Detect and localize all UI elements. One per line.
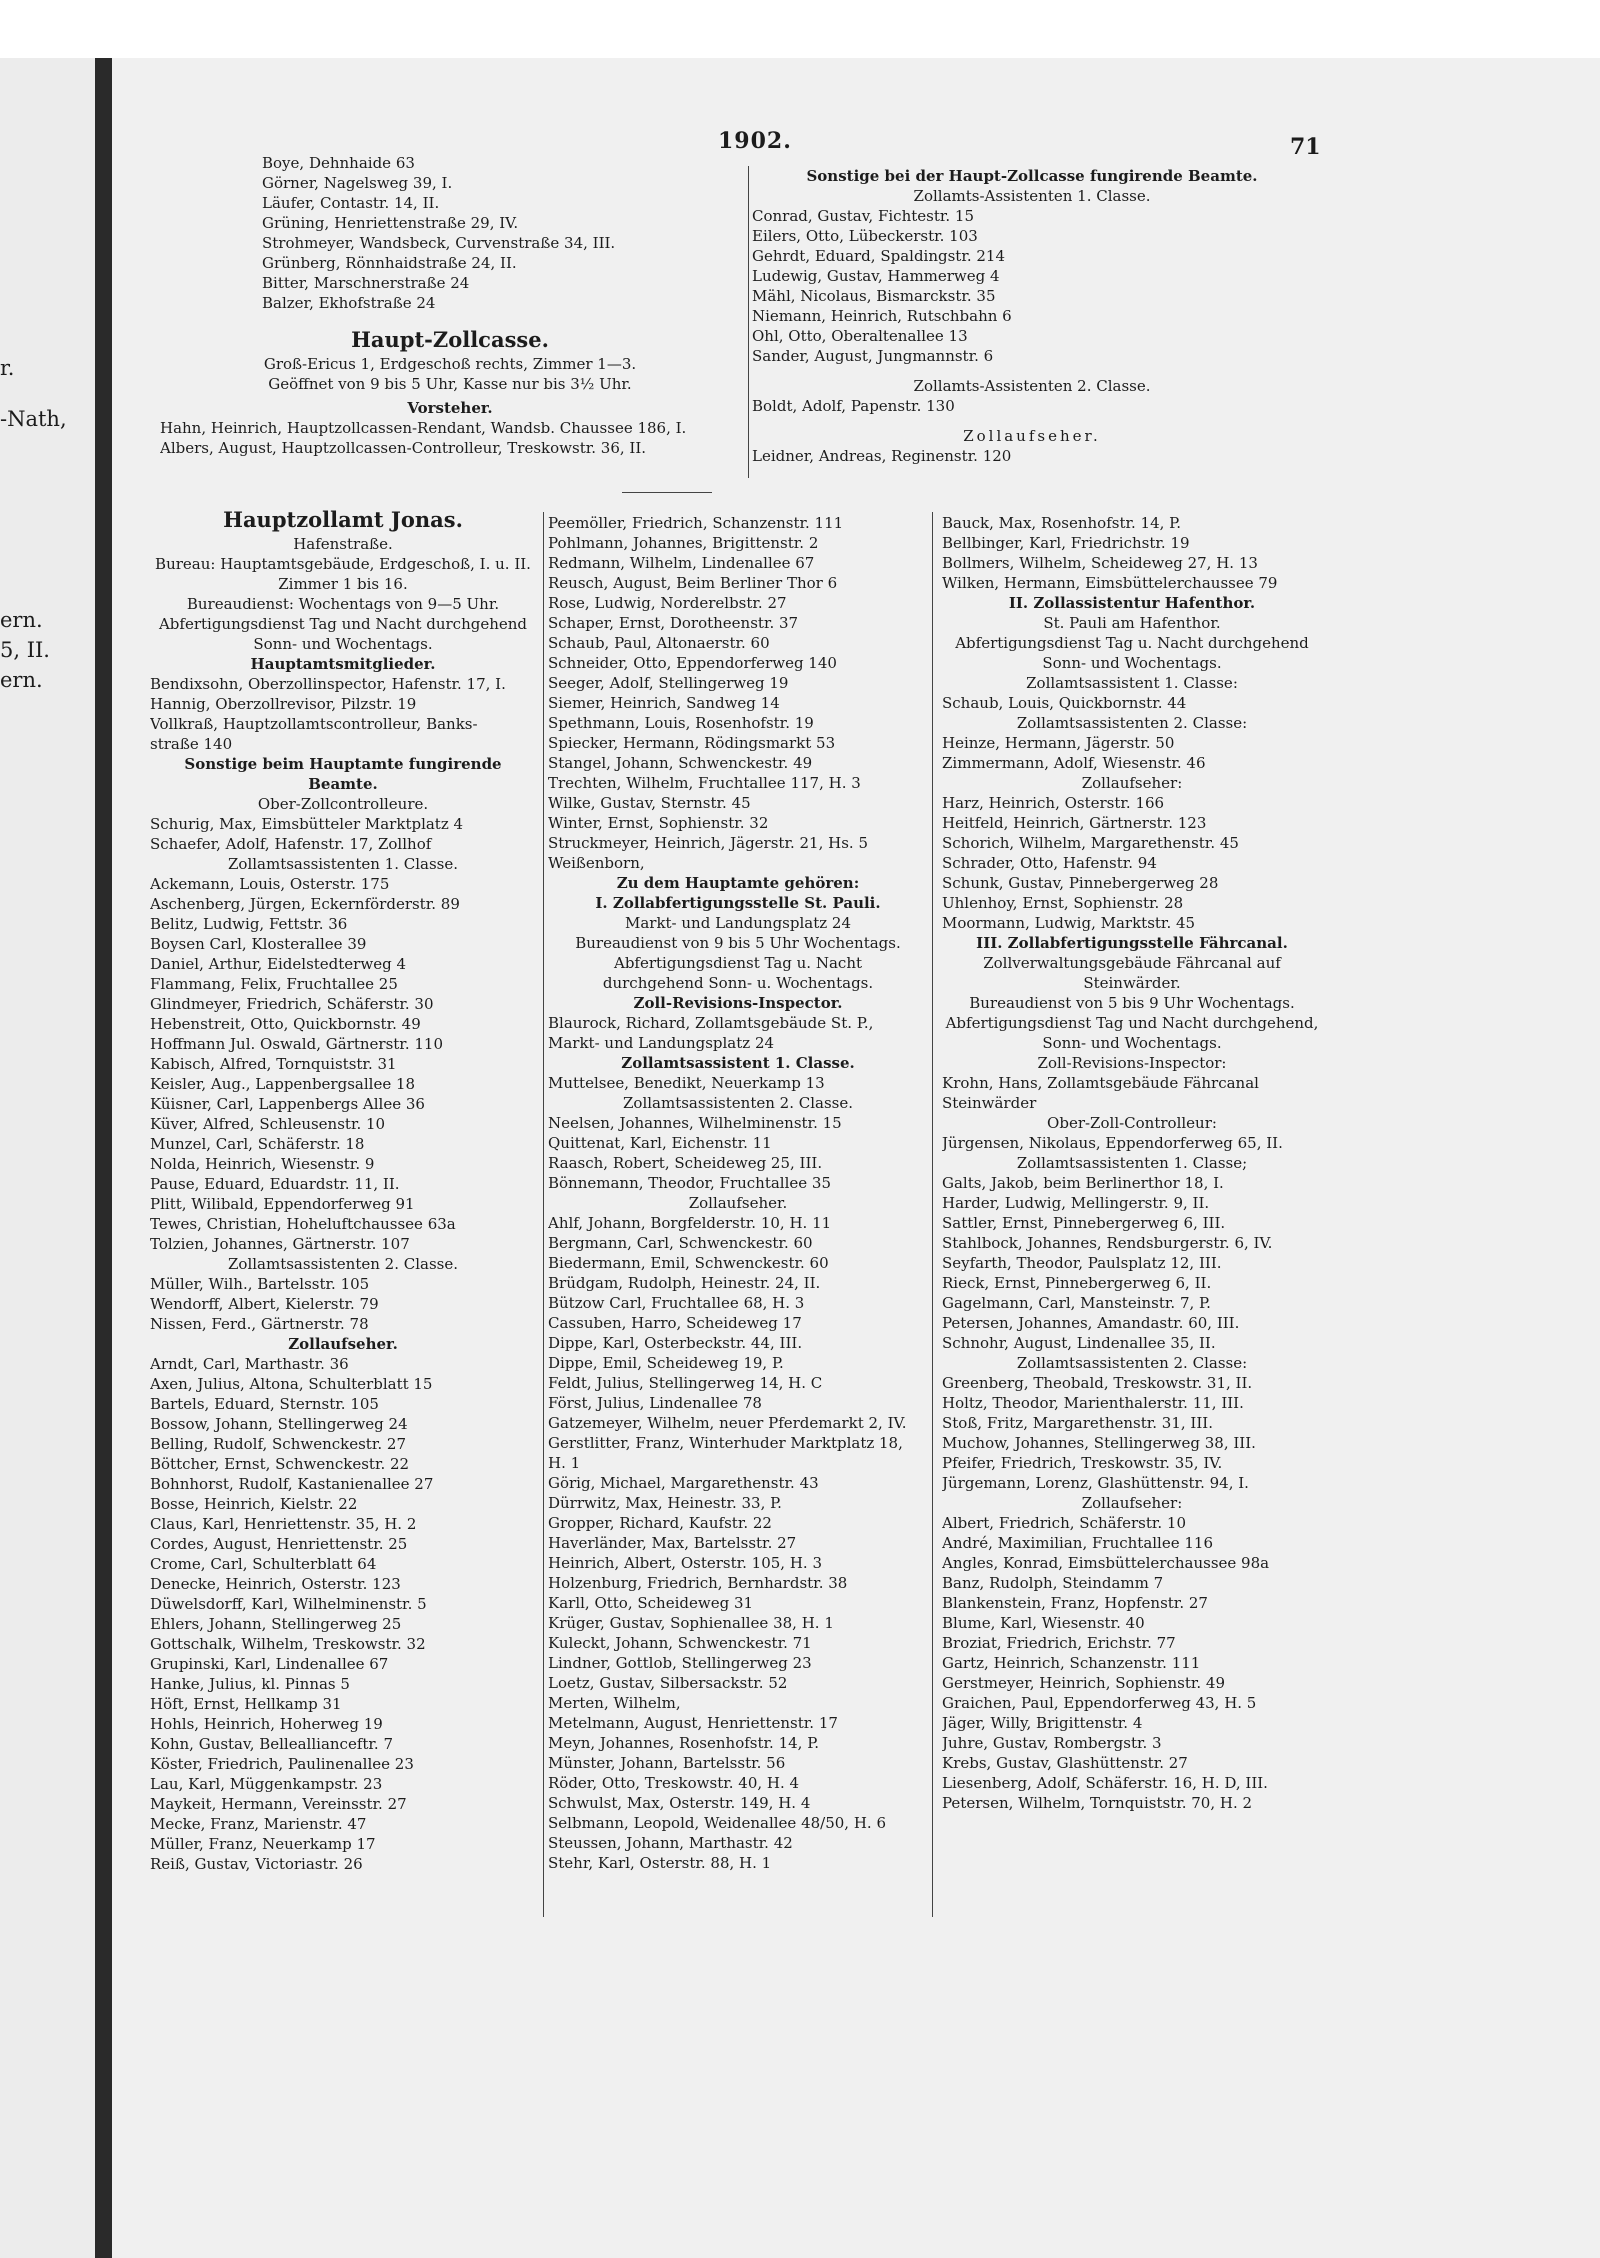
list-item: Angles, Konrad, Eimsbüttelerchaussee 98a — [942, 1554, 1270, 1572]
left-page-fragment: -Nath, — [0, 407, 67, 431]
list-item: Gagelmann, Carl, Mansteinstr. 7, P. — [942, 1294, 1211, 1312]
list-item: Winter, Ernst, Sophienstr. 32 — [548, 814, 769, 832]
list-item: Balzer, Ekhofstraße 24 — [262, 294, 436, 312]
list-item: Strohmeyer, Wandsbeck, Curvenstraße 34, III. — [262, 234, 616, 252]
list-item: Först, Julius, Lindenallee 78 — [548, 1394, 762, 1412]
centered-line: Sonn- und Wochentags. — [253, 635, 433, 653]
list-item: straße 140 — [150, 735, 233, 753]
book-spine — [95, 58, 113, 2258]
list-item: Grüning, Henriettenstraße 29, IV. — [262, 214, 519, 232]
list-item: Grünberg, Rönnhaidstraße 24, II. — [262, 254, 517, 272]
list-item: Schunk, Gustav, Pinnebergerweg 28 — [942, 874, 1219, 892]
left-page-fragment: 5, II. — [0, 638, 50, 662]
list-item: Pause, Eduard, Eduardstr. 11, II. — [150, 1175, 400, 1193]
list-item: Ahlf, Johann, Borgfelderstr. 10, H. 11 — [548, 1214, 832, 1232]
list-item: Gerstlitter, Franz, Winterhuder Marktplatz 18, — [548, 1434, 903, 1452]
list-item: Hannig, Oberzollrevisor, Pilzstr. 19 — [150, 695, 417, 713]
list-item: Bützow Carl, Fruchtallee 68, H. 3 — [548, 1294, 805, 1312]
list-item: Merten, Wilhelm, — [548, 1694, 681, 1712]
list-item: Bönnemann, Theodor, Fruchtallee 35 — [548, 1174, 832, 1192]
list-item: Wilken, Hermann, Eimsbüttelerchaussee 79 — [942, 574, 1278, 592]
centered-line: Bureaudienst: Wochentags von 9—5 Uhr. — [186, 595, 500, 613]
hours-line: Geöffnet von 9 bis 5 Uhr, Kasse nur bis 3½ Uhr. — [268, 375, 632, 393]
column-middle — [548, 513, 928, 1873]
list-item: Blume, Karl, Wiesenstr. 40 — [942, 1614, 1145, 1632]
list-item: Kuleckt, Johann, Schwenckestr. 71 — [548, 1634, 812, 1652]
list-item: Loetz, Gustav, Silbersackstr. 52 — [548, 1674, 788, 1692]
list-item: Schaub, Paul, Altonaerstr. 60 — [548, 634, 770, 652]
centered-line: Steinwärder. — [1083, 974, 1181, 992]
centered-line: Abfertigungsdienst Tag u. Nacht — [613, 954, 863, 972]
centered-line: Zollaufseher: — [1081, 1494, 1183, 1512]
list-item: Lau, Karl, Müggenkampstr. 23 — [150, 1775, 383, 1793]
list-item: Eilers, Otto, Lübeckerstr. 103 — [752, 227, 978, 245]
list-item: Trechten, Wilhelm, Fruchtallee 117, H. 3 — [548, 774, 861, 792]
haupt-zollcasse-officials — [752, 166, 1312, 466]
list-item: Münster, Johann, Bartelsstr. 56 — [548, 1754, 786, 1772]
list-item: Albert, Friedrich, Schäferstr. 10 — [942, 1514, 1187, 1532]
previous-page-edge — [0, 58, 100, 2258]
list-item: Cassuben, Harro, Scheideweg 17 — [548, 1314, 802, 1332]
centered-line: Zollaufseher. — [688, 1194, 788, 1212]
list-item: Glindmeyer, Friedrich, Schäferstr. 30 — [150, 995, 434, 1013]
list-item: André, Maximilian, Fruchtallee 116 — [942, 1534, 1214, 1552]
list-item: Axen, Julius, Altona, Schulterblatt 15 — [150, 1375, 433, 1393]
centered-line: Zollamtsassistenten 2. Classe: — [1016, 714, 1248, 732]
list-item: Köster, Friedrich, Paulinenallee 23 — [150, 1755, 414, 1773]
list-item: Rieck, Ernst, Pinnebergerweg 6, II. — [942, 1274, 1212, 1292]
list-item: Greenberg, Theobald, Treskowstr. 31, II. — [942, 1374, 1253, 1392]
list-item: Dippe, Emil, Scheideweg 19, P. — [548, 1354, 784, 1372]
centered-line: Zollamtsassistent 1. Classe: — [1026, 674, 1238, 692]
list-item: Holzenburg, Friedrich, Bernhardstr. 38 — [548, 1574, 848, 1592]
list-item: Niemann, Heinrich, Rutschbahn 6 — [752, 307, 1012, 325]
list-item: Heinrich, Albert, Osterstr. 105, H. 3 — [548, 1554, 823, 1572]
list-item: Boysen Carl, Klosterallee 39 — [150, 935, 367, 953]
list-item: Keisler, Aug., Lappenbergsallee 18 — [150, 1075, 416, 1093]
list-item: Munzel, Carl, Schäferstr. 18 — [150, 1135, 365, 1153]
list-item: Ohl, Otto, Oberaltenallee 13 — [752, 327, 968, 345]
haupt-zollcasse-section — [160, 326, 740, 458]
list-item: Böttcher, Ernst, Schwenckestr. 22 — [150, 1455, 410, 1473]
list-item: Raasch, Robert, Scheideweg 25, III. — [548, 1154, 823, 1172]
list-item: Metelmann, August, Henriettenstr. 17 — [548, 1714, 838, 1732]
subheading: Zollamts-Assistenten 1. Classe. — [913, 187, 1151, 205]
centered-line: Abfertigungsdienst Tag und Nacht durchgehend — [158, 615, 528, 633]
vorsteher-heading: Vorsteher. — [407, 399, 493, 417]
list-item: Tolzien, Johannes, Gärtnerstr. 107 — [150, 1235, 410, 1253]
list-item: Mähl, Nicolaus, Bismarckstr. 35 — [752, 287, 996, 305]
list-item: Muttelsee, Benedikt, Neuerkamp 13 — [548, 1074, 825, 1092]
list-item: Moormann, Ludwig, Marktstr. 45 — [942, 914, 1196, 932]
list-item: Albers, August, Hauptzollcassen-Controlleur, Treskowstr. 36, II. — [160, 439, 647, 457]
list-item: Biedermann, Emil, Schwenckestr. 60 — [548, 1254, 829, 1272]
list-item: Quittenat, Karl, Eichenstr. 11 — [548, 1134, 772, 1152]
section-heading: Beamte. — [308, 775, 378, 793]
list-item: Markt- und Landungsplatz 24 — [548, 1034, 775, 1052]
list-item: Nissen, Ferd., Gärtnerstr. 78 — [150, 1315, 369, 1333]
list-item: Düwelsdorff, Karl, Wilhelminenstr. 5 — [150, 1595, 427, 1613]
section-heading: Hauptamtsmitglieder. — [250, 655, 436, 673]
list-item: Sattler, Ernst, Pinnebergerweg 6, III. — [942, 1214, 1226, 1232]
centered-line: Ober-Zollcontrolleure. — [257, 795, 429, 813]
page-year: 1902. — [718, 128, 792, 154]
list-item: Mecke, Franz, Marienstr. 47 — [150, 1815, 367, 1833]
centered-line: Zimmer 1 bis 16. — [278, 575, 408, 593]
list-item: Rose, Ludwig, Norderelbstr. 27 — [548, 594, 787, 612]
list-item: Peemöller, Friedrich, Schanzenstr. 111 — [548, 514, 844, 532]
list-item: Bollmers, Wilhelm, Scheideweg 27, H. 13 — [942, 554, 1258, 572]
list-item: Krüger, Gustav, Sophienallee 38, H. 1 — [548, 1614, 834, 1632]
centered-line: Sonn- und Wochentags. — [1042, 1034, 1222, 1052]
list-item: Steussen, Johann, Marthastr. 42 — [548, 1834, 793, 1852]
list-item: Heitfeld, Heinrich, Gärtnerstr. 123 — [942, 814, 1207, 832]
list-item: Cordes, August, Henriettenstr. 25 — [150, 1535, 408, 1553]
list-item: Graichen, Paul, Eppendorferweg 43, H. 5 — [942, 1694, 1257, 1712]
centered-line: Zoll-Revisions-Inspector: — [1037, 1054, 1227, 1072]
section-heading: III. Zollabfertigungsstelle Fährcanal. — [976, 934, 1288, 952]
list-item: Bartels, Eduard, Sternstr. 105 — [150, 1395, 379, 1413]
list-item: Stoß, Fritz, Margarethenstr. 31, III. — [942, 1414, 1213, 1432]
list-item: Feldt, Julius, Stellingerweg 14, H. C — [548, 1374, 823, 1392]
list-item: Blaurock, Richard, Zollamtsgebäude St. P., — [548, 1014, 874, 1032]
section-heading: II. Zollassistentur Hafenthor. — [1008, 594, 1256, 612]
list-item: Dippe, Karl, Osterbeckstr. 44, III. — [548, 1334, 803, 1352]
list-item: Blankenstein, Franz, Hopfenstr. 27 — [942, 1594, 1208, 1612]
list-item: Arndt, Carl, Marthastr. 36 — [150, 1355, 349, 1373]
list-item: Bosse, Heinrich, Kielstr. 22 — [150, 1495, 358, 1513]
list-item: Juhre, Gustav, Rombergstr. 3 — [942, 1734, 1162, 1752]
centered-line: Zollamtsassistenten 2. Classe. — [622, 1094, 853, 1112]
list-item: Meyn, Johannes, Rosenhofstr. 14, P. — [548, 1734, 820, 1752]
list-item: Seeger, Adolf, Stellingerweg 19 — [548, 674, 789, 692]
separator-rule — [622, 492, 712, 493]
list-item: Grupinski, Karl, Lindenallee 67 — [150, 1655, 389, 1673]
section-heading: Sonstige beim Hauptamte fungirende — [184, 755, 502, 773]
centered-line: Bureaudienst von 5 bis 9 Uhr Wochentags. — [969, 994, 1295, 1012]
list-item: Gerstmeyer, Heinrich, Sophienstr. 49 — [942, 1674, 1226, 1692]
list-item: Flammang, Felix, Fruchtallee 25 — [150, 975, 398, 993]
list-item: Banz, Rudolph, Steindamm 7 — [942, 1574, 1164, 1592]
section-heading: Zu dem Hauptamte gehören: — [616, 874, 860, 892]
list-item: Hohls, Heinrich, Hoherweg 19 — [150, 1715, 383, 1733]
list-item: Heinze, Hermann, Jägerstr. 50 — [942, 734, 1175, 752]
list-item: Bendixsohn, Oberzollinspector, Hafenstr. 17, I. — [150, 675, 506, 693]
section-heading: Zollamtsassistent 1. Classe. — [621, 1054, 855, 1072]
list-item: Schaub, Louis, Quickbornstr. 44 — [942, 694, 1187, 712]
list-item: H. 1 — [548, 1454, 581, 1472]
centered-line: Sonn- und Wochentags. — [1042, 654, 1222, 672]
list-item: Stehr, Karl, Osterstr. 88, H. 1 — [548, 1854, 772, 1872]
list-item: Schorich, Wilhelm, Margarethenstr. 45 — [942, 834, 1239, 852]
list-item: Seyfarth, Theodor, Paulsplatz 12, III. — [942, 1254, 1222, 1272]
list-item: Schurig, Max, Eimsbütteler Marktplatz 4 — [150, 815, 464, 833]
centered-line: Zollamtsassistenten 1. Classe. — [227, 855, 458, 873]
list-item: Aschenberg, Jürgen, Eckernförderstr. 89 — [150, 895, 460, 913]
list-item: Krohn, Hans, Zollamtsgebäude Fährcanal — [942, 1074, 1259, 1092]
section-title: Haupt-Zollcasse. — [351, 327, 549, 352]
list-item: Wilke, Gustav, Sternstr. 45 — [548, 794, 751, 812]
list-item: Hoffmann Jul. Oswald, Gärtnerstr. 110 — [150, 1035, 443, 1053]
list-item: Liesenberg, Adolf, Schäferstr. 16, H. D, III. — [942, 1774, 1268, 1792]
subheading: Zollamts-Assistenten 2. Classe. — [913, 377, 1151, 395]
centered-line: Zollamtsassistenten 1. Classe; — [1016, 1154, 1248, 1172]
section-heading: Zoll-Revisions-Inspector. — [633, 994, 843, 1012]
list-item: Crome, Carl, Schulterblatt 64 — [150, 1555, 377, 1573]
list-item: Müller, Wilh., Bartelsstr. 105 — [150, 1275, 370, 1293]
list-item: Conrad, Gustav, Fichtestr. 15 — [752, 207, 975, 225]
list-item: Reusch, August, Beim Berliner Thor 6 — [548, 574, 838, 592]
centered-line: Abfertigungsdienst Tag u. Nacht durchgehend — [955, 634, 1309, 652]
list-item: Stahlbock, Johannes, Rendsburgerstr. 6, IV. — [942, 1234, 1273, 1252]
list-item: Maykeit, Hermann, Vereinsstr. 27 — [150, 1795, 407, 1813]
list-item: Broziat, Friedrich, Erichstr. 77 — [942, 1634, 1176, 1652]
centered-line: Zollaufseher: — [1081, 774, 1183, 792]
list-item: Görner, Nagelsweg 39, I. — [262, 174, 453, 192]
list-item: Schwulst, Max, Osterstr. 149, H. 4 — [548, 1794, 811, 1812]
list-item: Hebenstreit, Otto, Quickbornstr. 49 — [150, 1015, 421, 1033]
list-item: Selbmann, Leopold, Weidenallee 48/50, H. 6 — [548, 1814, 887, 1832]
list-item: Krebs, Gustav, Glashüttenstr. 27 — [942, 1754, 1188, 1772]
column-rule — [932, 512, 933, 1917]
centered-line: durchgehend Sonn- u. Wochentags. — [602, 974, 874, 992]
list-item: Bauck, Max, Rosenhofstr. 14, P. — [942, 514, 1181, 532]
list-item: Leidner, Andreas, Reginenstr. 120 — [752, 447, 1012, 465]
centered-line: Ober-Zoll-Controlleur: — [1047, 1114, 1217, 1132]
list-item: Pfeifer, Friedrich, Treskowstr. 35, IV. — [942, 1454, 1223, 1472]
list-item: Ehlers, Johann, Stellingerweg 25 — [150, 1615, 402, 1633]
list-item: Gropper, Richard, Kaufstr. 22 — [548, 1514, 772, 1532]
list-item: Jäger, Willy, Brigittenstr. 4 — [942, 1714, 1143, 1732]
section-heading: Zollaufseher. — [288, 1335, 398, 1353]
address-line: Groß-Ericus 1, Erdgeschoß rechts, Zimmer 1—3. — [263, 355, 637, 373]
section-heading: I. Zollabfertigungsstelle St. Pauli. — [595, 894, 881, 912]
list-item: Jürgemann, Lorenz, Glashüttenstr. 94, I. — [942, 1474, 1249, 1492]
list-item: Pohlmann, Johannes, Brigittenstr. 2 — [548, 534, 819, 552]
list-item: Spethmann, Louis, Rosenhofstr. 19 — [548, 714, 814, 732]
list-item: Gartz, Heinrich, Schanzenstr. 111 — [942, 1654, 1201, 1672]
list-item: Petersen, Wilhelm, Tornquiststr. 70, H. 2 — [942, 1794, 1253, 1812]
section-heading: Hauptzollamt Jonas. — [223, 507, 463, 532]
list-item: Boldt, Adolf, Papenstr. 130 — [752, 397, 955, 415]
centered-line: Zollverwaltungsgebäude Fährcanal auf — [983, 954, 1281, 972]
left-page-fragment: r. — [0, 356, 15, 380]
list-item: Bergmann, Carl, Schwenckestr. 60 — [548, 1234, 813, 1252]
list-item: Spiecker, Hermann, Rödingsmarkt 53 — [548, 734, 836, 752]
list-item: Harz, Heinrich, Osterstr. 166 — [942, 794, 1165, 812]
list-item: Röder, Otto, Treskowstr. 40, H. 4 — [548, 1774, 800, 1792]
list-item: Vollkraß, Hauptzollamtscontrolleur, Banks- — [150, 715, 478, 733]
list-item: Hahn, Heinrich, Hauptzollcassen-Rendant, Wandsb. Chaussee 186, I. — [160, 419, 687, 437]
list-item: Zimmermann, Adolf, Wiesenstr. 46 — [942, 754, 1206, 772]
list-item: Haverländer, Max, Bartelsstr. 27 — [548, 1534, 797, 1552]
list-item: Galts, Jakob, beim Berlinerthor 18, I. — [942, 1174, 1224, 1192]
list-item: Plitt, Wilibald, Eppendorferweg 91 — [150, 1195, 415, 1213]
section-heading: Sonstige bei der Haupt-Zollcasse fungirende Beamte. — [806, 167, 1258, 185]
centered-line: Bureau: Hauptamtsgebäude, Erdgeschoß, I. u. II. — [155, 555, 531, 573]
list-item: Daniel, Arthur, Eidelstedterweg 4 — [150, 955, 406, 973]
list-item: Weißenborn, — [548, 854, 645, 872]
list-item: Görig, Michael, Margarethenstr. 43 — [548, 1474, 819, 1492]
list-item: Sander, August, Jungmannstr. 6 — [752, 347, 994, 365]
list-item: Muchow, Johannes, Stellingerweg 38, III. — [942, 1434, 1256, 1452]
centered-line: Zollamtsassistenten 2. Classe: — [1016, 1354, 1248, 1372]
centered-line: Markt- und Landungsplatz 24 — [624, 914, 852, 932]
list-item: Holtz, Theodor, Marienthalerstr. 11, III. — [942, 1394, 1244, 1412]
list-item: Hanke, Julius, kl. Pinnas 5 — [150, 1675, 350, 1693]
list-item: Dürrwitz, Max, Heinestr. 33, P. — [548, 1494, 782, 1512]
list-item: Bitter, Marschnerstraße 24 — [262, 274, 470, 292]
column-rule — [748, 166, 749, 478]
list-item: Läufer, Contastr. 14, II. — [262, 194, 440, 212]
list-item: Boye, Dehnhaide 63 — [262, 154, 415, 172]
list-item: Bellbinger, Karl, Friedrichstr. 19 — [942, 534, 1190, 552]
list-item: Belitz, Ludwig, Fettstr. 36 — [150, 915, 348, 933]
list-item: Kohn, Gustav, Belleallianceftr. 7 — [150, 1735, 394, 1753]
list-item: Brüdgam, Rudolph, Heinestr. 24, II. — [548, 1274, 821, 1292]
column-rule — [543, 512, 544, 1917]
list-item: Jürgensen, Nikolaus, Eppendorferweg 65, II. — [942, 1134, 1283, 1152]
list-item: Schneider, Otto, Eppendorferweg 140 — [548, 654, 837, 672]
centered-line: St. Pauli am Hafenthor. — [1043, 614, 1221, 632]
column-right — [942, 513, 1322, 1813]
list-item: Stangel, Johann, Schwenckestr. 49 — [548, 754, 813, 772]
centered-line: Bureaudienst von 9 bis 5 Uhr Wochentags. — [575, 934, 901, 952]
list-item: Steinwärder — [942, 1094, 1037, 1112]
list-item: Uhlenhoy, Ernst, Sophienstr. 28 — [942, 894, 1184, 912]
list-item: Harder, Ludwig, Mellingerstr. 9, II. — [942, 1194, 1210, 1212]
left-page-fragment: ern. — [0, 608, 43, 632]
list-item: Ludewig, Gustav, Hammerweg 4 — [752, 267, 1000, 285]
list-item: Gehrdt, Eduard, Spaldingstr. 214 — [752, 247, 1006, 265]
centered-line: Zollamtsassistenten 2. Classe. — [227, 1255, 458, 1273]
list-item: Karll, Otto, Scheideweg 31 — [548, 1594, 754, 1612]
list-item: Schrader, Otto, Hafenstr. 94 — [942, 854, 1157, 872]
list-item: Neelsen, Johannes, Wilhelminenstr. 15 — [548, 1114, 842, 1132]
list-item: Lindner, Gottlob, Stellingerweg 23 — [548, 1654, 812, 1672]
list-item: Ackemann, Louis, Osterstr. 175 — [150, 875, 390, 893]
list-item: Kabisch, Alfred, Tornquiststr. 31 — [150, 1055, 397, 1073]
list-item: Reiß, Gustav, Victoriastr. 26 — [150, 1855, 363, 1873]
top-left-list — [262, 153, 732, 313]
list-item: Denecke, Heinrich, Osterstr. 123 — [150, 1575, 401, 1593]
centered-line: Hafenstraße. — [293, 535, 393, 553]
list-item: Bohnhorst, Rudolf, Kastanienallee 27 — [150, 1475, 434, 1493]
list-item: Küver, Alfred, Schleusenstr. 10 — [150, 1115, 386, 1133]
left-page-fragment: ern. — [0, 668, 43, 692]
list-item: Nolda, Heinrich, Wiesenstr. 9 — [150, 1155, 375, 1173]
list-item: Gottschalk, Wilhelm, Treskowstr. 32 — [150, 1635, 426, 1653]
list-item: Schnohr, August, Lindenallee 35, II. — [942, 1334, 1216, 1352]
list-item: Claus, Karl, Henriettenstr. 35, H. 2 — [150, 1515, 417, 1533]
list-item: Belling, Rudolf, Schwenckestr. 27 — [150, 1435, 406, 1453]
column-hauptzollamt-jonas — [150, 506, 536, 1874]
page-number: 71 — [1290, 134, 1321, 160]
list-item: Siemer, Heinrich, Sandweg 14 — [548, 694, 780, 712]
list-item: Gatzemeyer, Wilhelm, neuer Pferdemarkt 2, IV. — [548, 1414, 907, 1432]
list-item: Wendorff, Albert, Kielerstr. 79 — [150, 1295, 379, 1313]
list-item: Schaefer, Adolf, Hafenstr. 17, Zollhof — [150, 835, 432, 853]
list-item: Höft, Ernst, Hellkamp 31 — [150, 1695, 342, 1713]
list-item: Redmann, Wilhelm, Lindenallee 67 — [548, 554, 815, 572]
list-item: Petersen, Johannes, Amandastr. 60, III. — [942, 1314, 1240, 1332]
list-item: Küisner, Carl, Lappenbergs Allee 36 — [150, 1095, 425, 1113]
subheading: Zollaufseher. — [963, 427, 1101, 445]
list-item: Bossow, Johann, Stellingerweg 24 — [150, 1415, 408, 1433]
centered-line: Abfertigungsdienst Tag und Nacht durchgehend, — [945, 1014, 1319, 1032]
list-item: Struckmeyer, Heinrich, Jägerstr. 21, Hs. 5 — [548, 834, 868, 852]
list-item: Müller, Franz, Neuerkamp 17 — [150, 1835, 376, 1853]
list-item: Tewes, Christian, Hoheluftchaussee 63a — [150, 1215, 456, 1233]
list-item: Schaper, Ernst, Dorotheenstr. 37 — [548, 614, 799, 632]
